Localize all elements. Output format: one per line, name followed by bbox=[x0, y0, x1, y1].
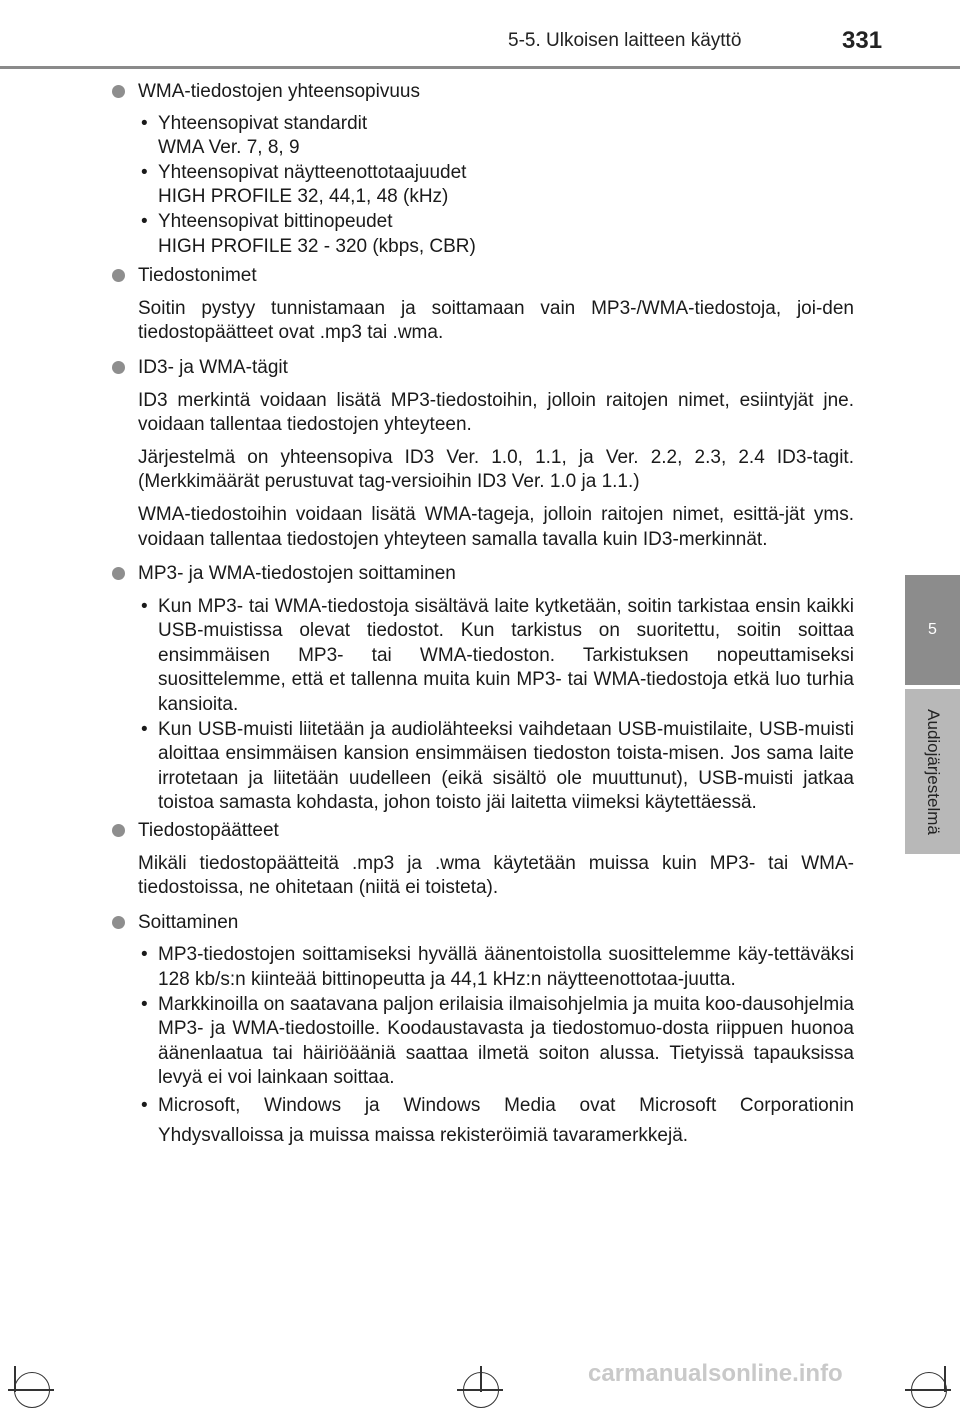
bullet-dot-icon bbox=[112, 824, 125, 837]
header-section-title: 5-5. Ulkoisen laitteen käyttö bbox=[508, 30, 742, 51]
section-heading-extensions: Tiedostopäätteet bbox=[112, 819, 854, 844]
page-content bbox=[112, 80, 854, 1151]
list-item: • MP3-tiedostojen soittamiseksi hyvällä äänentoistolla suosittelemme käy-tettäväksi 128 kb/s:n kiinteää bittinopeutta ja 44,1 kHz:n näytteenottotaa-juutta. bbox=[141, 944, 854, 990]
list-item: • Kun MP3- tai WMA-tiedostoja sisältävä laite kytketään, soitin tarkistaa ensin kaikki USB-muistissa olevat tiedostot. Kun tarkistus on suoritettu, soitin soittaa ensimmäisen MP3- tai WMA-tiedoston. Tarkistuksen nopeuttamiseksi suosittelemme, että et tallenna muita kuin MP3- tai WMA-tiedostoja etkä luo turhia kansioita. bbox=[141, 595, 854, 716]
section-heading-filenames: Tiedostonimet bbox=[112, 264, 854, 289]
header-divider bbox=[0, 66, 960, 69]
tags-paragraph-2: Järjestelmä on yhteensopiva ID3 Ver. 1.0, 1.1, ja Ver. 2.2, 2.3, 2.4 ID3-tagit. (Merkkimäärät perustuvat tag-versioihin ID3 Ver. 1.0 ja 1.1.) bbox=[138, 446, 854, 493]
list-item: • Markkinoilla on saatavana paljon erilaisia ilmaisohjelmia ja muita koo-dausohjelmia MP3- ja WMA-tiedostoille. Koodaustavasta ja tiedostomuo-dosta riippuen huonoa äänenlaatua tai häiriöääniä saattaa ilmetä soiton alussa. Tietyissä tapauksissa levyä ei voi lainkaan soittaa. bbox=[141, 993, 854, 1089]
list-item: • Yhteensopivat näytteenottotaajuudet HIGH PROFILE 32, 44,1, 48 (kHz) bbox=[141, 161, 467, 208]
wma-list bbox=[138, 112, 854, 260]
page-number: 331 bbox=[842, 27, 883, 54]
playback-list bbox=[138, 943, 854, 1151]
bullet-dot-icon bbox=[112, 916, 125, 929]
tags-paragraph-1: ID3 merkintä voidaan lisätä MP3-tiedostoihin, jolloin raitojen nimet, esiintyjät jne. voidaan tallentaa tiedostojen yhteyteen. bbox=[138, 389, 854, 436]
playing-files-list bbox=[138, 595, 854, 816]
section-heading-playing-files: MP3- ja WMA-tiedostojen soittaminen bbox=[112, 562, 854, 587]
chapter-title-tab bbox=[905, 689, 960, 854]
list-item: • Kun USB-muisti liitetään ja audiolähteeksi vaihdetaan USB-muistilaite, USB-muisti aloittaa ensimmäisen kansion ensimmäisen tiedoston toista-misen. Jos sama laite irrotetaan ja liitetään uudelleen (eikä sisältö ole muuttunut), USB-muisti jatkaa toistoa samasta kohdasta, johon toisto jäi laitetta viimeksi käytettäessä. bbox=[141, 718, 854, 814]
watermark: carmanualsonline.info bbox=[588, 1360, 843, 1387]
list-item: • Yhteensopivat bittinopeudet HIGH PROFILE 32 - 320 (kbps, CBR) bbox=[141, 210, 476, 257]
crop-mark bbox=[8, 1389, 54, 1391]
tags-paragraph-3: WMA-tiedostoihin voidaan lisätä WMA-tageja, jolloin raitojen nimet, esittä-jät yms. voidaan tallentaa tiedostojen yhteyteen samalla tavalla kuin ID3-merkinnät. bbox=[138, 503, 854, 550]
filenames-text: Soitin pystyy tunnistamaan ja soittamaan vain MP3-/WMA-tiedostoja, joi-den tiedostopäätteet ovat .mp3 tai .wma. bbox=[138, 297, 854, 344]
section-heading-wma: WMA-tiedostojen yhteensopivuus bbox=[112, 80, 854, 105]
list-item: • Microsoft, Windows ja Windows Media ovat Microsoft Corporationin Yhdysvalloissa ja muissa maissa rekisteröimiä tavaramerkkejä. bbox=[141, 1094, 854, 1146]
chapter-number-tab: 5 bbox=[905, 575, 960, 685]
bullet-dot-icon bbox=[112, 85, 125, 98]
section-heading-tags: ID3- ja WMA-tägit bbox=[112, 356, 854, 381]
bullet-dot-icon bbox=[112, 361, 125, 374]
extensions-text: Mikäli tiedostopäätteitä .mp3 ja .wma käytetään muissa kuin MP3- tai WMA-tiedostoissa, ne ohitetaan (niitä ei toisteta). bbox=[138, 852, 854, 899]
crop-mark bbox=[457, 1389, 503, 1391]
list-item: • Yhteensopivat standardit WMA Ver. 7, 8, 9 bbox=[141, 112, 368, 159]
crop-mark bbox=[905, 1389, 951, 1391]
bullet-dot-icon bbox=[112, 269, 125, 282]
bullet-dot-icon bbox=[112, 567, 125, 580]
chapter-title: Audiojärjestelmä bbox=[923, 708, 943, 835]
section-heading-playback: Soittaminen bbox=[112, 911, 854, 936]
